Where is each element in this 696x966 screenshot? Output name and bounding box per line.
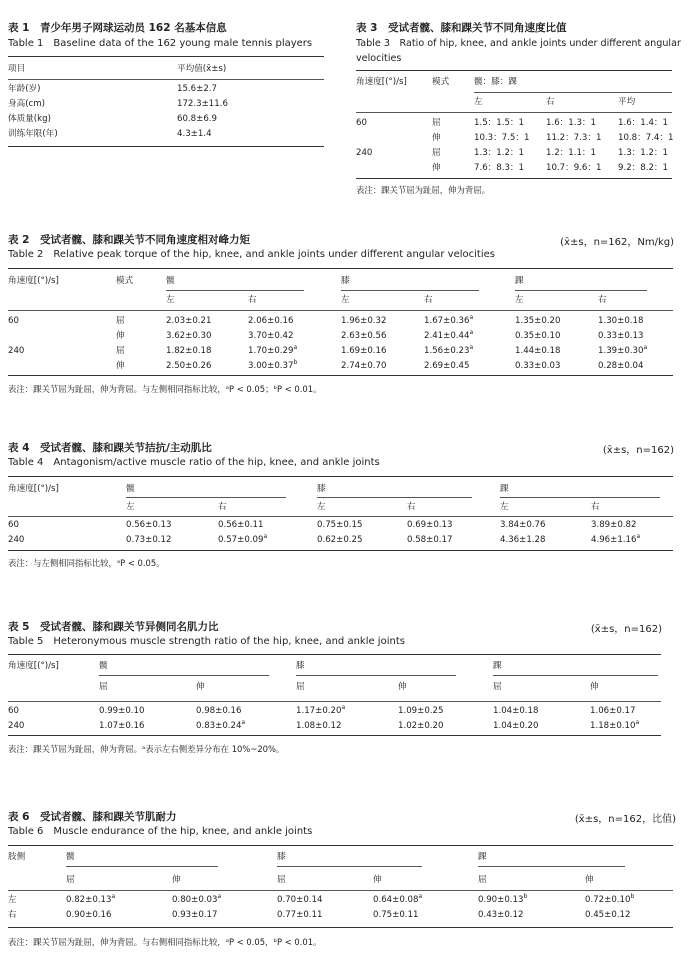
table-4-sub: 左 [317, 502, 326, 512]
table-3-mode: 伸 [432, 163, 441, 173]
table-6-bottom-rule [8, 927, 673, 928]
t2-cell: 2.03±0.21 [166, 316, 212, 326]
t5-row-label: 60 [8, 706, 19, 716]
table-6-group-rule [478, 866, 625, 867]
table-6-sub: 伸 [373, 875, 382, 885]
table-3-title-en-cont: velocities [356, 53, 402, 64]
table-1-row-value: 15.6±2.7 [177, 84, 218, 94]
t2-cell: 0.28±0.04 [598, 361, 644, 371]
t2-cell: 1.96±0.32 [341, 316, 387, 326]
t2-row-label: 60 [8, 316, 19, 326]
table-5-group-rule [99, 675, 269, 676]
table-1-top-rule [8, 56, 324, 57]
t6-cell: 0.90±0.13$^b$ [478, 893, 528, 905]
t4-row-label: 240 [8, 535, 25, 545]
table-3-cell: 1.6：1.4：1 [618, 118, 668, 128]
table-4-mid-rule [8, 516, 673, 517]
table-3-sub-right: 右 [546, 97, 555, 107]
table-3-cell: 1.2：1.1：1 [546, 148, 596, 158]
table-1-mid-rule [8, 79, 324, 80]
table-5-group-rule [296, 675, 456, 676]
table-2-group-hip: 髋 [166, 276, 175, 286]
table-1-row-label: 身高(cm) [8, 99, 45, 109]
table-5-sub: 屈 [296, 682, 305, 692]
table-4-bottom-rule [8, 550, 673, 551]
t6-cell: 0.93±0.17 [172, 910, 218, 920]
t2-cell: 2.63±0.56 [341, 331, 387, 341]
table-6-top-rule [8, 845, 673, 846]
t4-cell: 0.69±0.13 [407, 520, 453, 530]
significance-marker: a [217, 893, 222, 901]
table-1-row-value: 60.8±6.9 [177, 114, 218, 124]
table-1-title-cn: 表 1 青少年男子网球运动员 162 名基本信息 [8, 22, 227, 34]
table-2-sub: 右 [424, 295, 433, 305]
table-5-note: 表注：踝关节屈为趾屈，伸为背屈。ᵃ表示左右侧差异分布在 10%~20%。 [8, 744, 285, 754]
table-3-cell: 1.3：1.2：1 [618, 148, 668, 158]
t2-row-mode: 屈 [116, 346, 125, 356]
table-2-sub: 右 [248, 295, 257, 305]
t2-cell: 0.33±0.03 [515, 361, 561, 371]
table-1-title-en: Table 1 Baseline data of the 162 young male tennis players [8, 38, 313, 49]
table-1-row-label: 年龄(岁) [8, 84, 41, 94]
t4-cell: 0.73±0.12 [126, 535, 172, 545]
significance-marker: a [111, 893, 116, 901]
table-2-note: 表注：踝关节屈为趾屈，伸为背屈。与左侧相同指标比较，ᵃP < 0.05；ᵇP < 0.01。 [8, 384, 322, 394]
significance-marker: a [293, 344, 298, 352]
t6-row-label: 左 [8, 895, 17, 905]
t2-cell: 1.82±0.18 [166, 346, 212, 356]
table-6-sub: 伸 [172, 875, 181, 885]
table-1-row-value: 172.3±11.6 [177, 99, 228, 109]
table-3-mode: 伸 [432, 133, 441, 143]
table-2-sub: 左 [166, 295, 175, 305]
table-2-sub: 左 [515, 295, 524, 305]
table-3-mid-rule [356, 112, 672, 113]
table-5-header-speed: 角速度[(°)/s] [8, 661, 59, 671]
t2-cell: 2.69±0.45 [424, 361, 470, 371]
table-2-header-mode: 模式 [116, 276, 134, 286]
t4-cell: 0.75±0.15 [317, 520, 363, 530]
table-6-mid-rule [8, 890, 673, 891]
t2-cell: 0.33±0.13 [598, 331, 644, 341]
table-5-group-knee: 膝 [296, 661, 305, 671]
table-1-row-label: 体质量(kg) [8, 114, 51, 124]
t2-cell: 3.00±0.37$^b$ [248, 359, 298, 371]
table-6-note: 表注：踝关节屈为趾屈，伸为背屈。与右侧相同指标比较，ᵃP < 0.05，ᵇP < 0.01。 [8, 937, 322, 947]
table-2-stat: (x̄±s，n=162，Nm/kg) [560, 237, 674, 248]
t2-cell: 1.67±0.36$^a$ [424, 314, 474, 326]
significance-marker: a [635, 719, 640, 727]
table-6-header-side: 肢侧 [8, 852, 26, 862]
t2-row-mode: 伸 [116, 331, 125, 341]
table-6-sub: 屈 [277, 875, 286, 885]
table-3-mode: 屈 [432, 118, 441, 128]
table-4-group-rule [500, 497, 660, 498]
significance-marker: b [293, 359, 298, 367]
table-3-cell: 10.3：7.5：1 [474, 133, 530, 143]
table-5-title-en: Table 5 Heteronymous muscle strength ratio of the hip, knee, and ankle joints [8, 636, 405, 647]
t2-row-label: 240 [8, 346, 25, 356]
table-2-group-knee: 膝 [341, 276, 350, 286]
t5-cell: 1.04±0.18 [493, 706, 539, 716]
t4-cell: 0.58±0.17 [407, 535, 453, 545]
table-4-sub: 左 [126, 502, 135, 512]
t5-cell: 0.98±0.16 [196, 706, 242, 716]
table-4-sub: 右 [218, 502, 227, 512]
t2-cell: 2.06±0.16 [248, 316, 294, 326]
table-3-group-rule [474, 92, 672, 93]
table-6-group-rule [66, 866, 218, 867]
table-5-group-rule [493, 675, 658, 676]
t4-cell: 3.84±0.76 [500, 520, 546, 530]
table-2-sub: 右 [598, 295, 607, 305]
table-3-title-en: Table 3 Ratio of hip, knee, and ankle joints under different angular [356, 38, 681, 49]
t4-cell: 0.62±0.25 [317, 535, 363, 545]
table-5-sub: 伸 [196, 682, 205, 692]
table-6-group-knee: 膝 [277, 852, 286, 862]
t5-cell: 1.06±0.17 [590, 706, 636, 716]
table-3-cell: 7.6：8.3：1 [474, 163, 524, 173]
table-2-mid-rule [8, 310, 673, 311]
t4-cell: 3.89±0.82 [591, 520, 637, 530]
table-4-group-rule [317, 497, 472, 498]
table-5-top-rule [8, 654, 661, 655]
significance-marker: a [418, 893, 423, 901]
table-2-group-rule [515, 290, 647, 291]
t2-cell: 1.70±0.29$^a$ [248, 344, 298, 356]
table-6-sub: 屈 [478, 875, 487, 885]
table-1-header-mean: 平均值(x̄±s) [177, 64, 227, 74]
table-2-sub: 左 [341, 295, 350, 305]
t2-cell: 0.35±0.10 [515, 331, 561, 341]
table-2-group-rule [166, 290, 304, 291]
significance-marker: a [643, 344, 648, 352]
significance-marker: a [469, 344, 474, 352]
table-2-top-rule [8, 268, 673, 269]
t5-cell: 1.09±0.25 [398, 706, 444, 716]
table-5-stat: (x̄±s，n=162) [590, 624, 662, 635]
t5-cell: 1.18±0.10$^a$ [590, 719, 640, 731]
significance-marker: b [630, 893, 635, 901]
table-3-note: 表注：踝关节屈为趾屈，伸为背屈。 [356, 185, 490, 195]
t2-row-mode: 伸 [116, 361, 125, 371]
t2-cell: 1.39±0.30$^a$ [598, 344, 648, 356]
t6-cell: 0.80±0.03$^a$ [172, 893, 222, 905]
table-3-title-cn: 表 3 受试者髋、膝和踝关节不同角速度比值 [356, 22, 567, 34]
table-3-header-mode: 模式 [432, 77, 450, 87]
table-3-sub-mean: 平均 [618, 97, 636, 107]
t2-row-mode: 屈 [116, 316, 125, 326]
table-4-sub: 右 [407, 502, 416, 512]
table-3-cell: 9.2：8.2：1 [618, 163, 668, 173]
table-2-group-ankle: 踝 [515, 276, 524, 286]
t5-cell: 1.02±0.20 [398, 721, 444, 731]
t6-cell: 0.77±0.11 [277, 910, 323, 920]
t2-cell: 2.74±0.70 [341, 361, 387, 371]
table-4-group-ankle: 踝 [500, 484, 509, 494]
t2-cell: 3.70±0.42 [248, 331, 294, 341]
t2-cell: 1.35±0.20 [515, 316, 561, 326]
table-3-cell: 11.2：7.3：1 [546, 133, 602, 143]
table-6-title-cn: 表 6 受试者髋、膝和踝关节肌耐力 [8, 811, 177, 823]
t5-cell: 0.99±0.10 [99, 706, 145, 716]
t2-cell: 1.44±0.18 [515, 346, 561, 356]
t5-cell: 1.04±0.20 [493, 721, 539, 731]
table-6-sub: 伸 [585, 875, 594, 885]
table-5-title-cn: 表 5 受试者髋、膝和踝关节异侧同名肌力比 [8, 621, 219, 633]
t2-cell: 2.50±0.26 [166, 361, 212, 371]
table-5-mid-rule [8, 701, 661, 702]
t5-cell: 0.83±0.24$^a$ [196, 719, 246, 731]
table-5-sub: 伸 [590, 682, 599, 692]
table-2-bottom-rule [8, 375, 673, 376]
table-4-group-hip: 髋 [126, 484, 135, 494]
t6-cell: 0.75±0.11 [373, 910, 419, 920]
significance-marker: b [523, 893, 528, 901]
table-2-title-cn: 表 2 受试者髋、膝和踝关节不同角速度相对峰力矩 [8, 234, 250, 246]
table-3-cell: 1.3：1.2：1 [474, 148, 524, 158]
table-3-mode: 屈 [432, 148, 441, 158]
t6-cell: 0.45±0.12 [585, 910, 631, 920]
t6-cell: 0.43±0.12 [478, 910, 524, 920]
t2-cell: 2.41±0.44$^a$ [424, 329, 474, 341]
table-4-sub: 左 [500, 502, 509, 512]
t4-cell: 0.56±0.11 [218, 520, 264, 530]
significance-marker: a [263, 533, 268, 541]
table-3-top-rule [356, 70, 672, 71]
t4-cell: 0.56±0.13 [126, 520, 172, 530]
t2-cell: 1.30±0.18 [598, 316, 644, 326]
table-5-group-hip: 髋 [99, 661, 108, 671]
t6-cell: 0.64±0.08$^a$ [373, 893, 423, 905]
table-4-title-en: Table 4 Antagonism/active muscle ratio of the hip, knee, and ankle joints [8, 457, 380, 468]
t6-cell: 0.82±0.13$^a$ [66, 893, 116, 905]
table-4-group-rule [126, 497, 286, 498]
t4-row-label: 60 [8, 520, 19, 530]
table-6-group-hip: 髋 [66, 852, 75, 862]
significance-marker: a [469, 329, 474, 337]
t5-cell: 1.08±0.12 [296, 721, 342, 731]
significance-marker: a [241, 719, 246, 727]
t6-cell: 0.90±0.16 [66, 910, 112, 920]
t6-cell: 0.70±0.14 [277, 895, 323, 905]
table-6-group-rule [277, 866, 422, 867]
table-1-row-value: 4.3±1.4 [177, 129, 212, 139]
table-3-sub-left: 左 [474, 97, 483, 107]
table-6-stat: (x̄±s，n=162，比值) [574, 814, 676, 825]
table-3-header-speed: 角速度[(°)/s] [356, 77, 407, 87]
table-3-header-group: 髋：膝：踝 [474, 77, 517, 87]
t4-cell: 0.57±0.09$^a$ [218, 533, 268, 545]
table-1-header-item: 项目 [8, 64, 26, 74]
t6-cell: 0.72±0.10$^b$ [585, 893, 635, 905]
table-4-title-cn: 表 4 受试者髋、膝和踝关节拮抗/主动肌比 [8, 442, 212, 454]
table-5-sub: 伸 [398, 682, 407, 692]
table-6-title-en: Table 6 Muscle endurance of the hip, knee, and ankle joints [8, 826, 313, 837]
table-4-top-rule [8, 476, 673, 477]
t6-row-label: 右 [8, 910, 17, 920]
significance-marker: a [636, 533, 641, 541]
table-6-group-ankle: 踝 [478, 852, 487, 862]
table-3-cell: 10.7：9.6：1 [546, 163, 602, 173]
table-4-header-speed: 角速度[(°)/s] [8, 484, 59, 494]
table-3-bottom-rule [356, 178, 672, 179]
significance-marker: a [469, 314, 474, 322]
table-4-sub: 右 [591, 502, 600, 512]
table-1-bottom-rule [8, 146, 324, 147]
table-2-group-rule [341, 290, 479, 291]
table-3-cell: 1.5：1.5：1 [474, 118, 524, 128]
table-4-group-knee: 膝 [317, 484, 326, 494]
t2-cell: 1.56±0.23$^a$ [424, 344, 474, 356]
t2-cell: 1.69±0.16 [341, 346, 387, 356]
table-5-bottom-rule [8, 735, 661, 736]
table-2-title-en: Table 2 Relative peak torque of the hip, knee, and ankle joints under different angular velocities [8, 249, 495, 260]
table-3-cell: 10.8：7.4：1 [618, 133, 674, 143]
table-3-cell: 1.6：1.3：1 [546, 118, 596, 128]
t5-cell: 1.07±0.16 [99, 721, 145, 731]
table-1-row-label: 训练年限(年) [8, 129, 58, 139]
table-3-speed: 60 [356, 118, 367, 128]
t5-cell: 1.17±0.20$^a$ [296, 704, 346, 716]
table-4-stat: (x̄±s，n=162) [602, 445, 674, 456]
t2-cell: 3.62±0.30 [166, 331, 212, 341]
significance-marker: a [341, 704, 346, 712]
table-2-header-speed: 角速度[(°)/s] [8, 276, 59, 286]
table-5-sub: 屈 [493, 682, 502, 692]
table-6-sub: 屈 [66, 875, 75, 885]
table-3-speed: 240 [356, 148, 373, 158]
table-5-sub: 屈 [99, 682, 108, 692]
table-5-group-ankle: 踝 [493, 661, 502, 671]
t4-cell: 4.96±1.16$^a$ [591, 533, 641, 545]
table-4-note: 表注：与左侧相同指标比较，ᵃP < 0.05。 [8, 558, 165, 568]
t4-cell: 4.36±1.28 [500, 535, 546, 545]
t5-row-label: 240 [8, 721, 25, 731]
